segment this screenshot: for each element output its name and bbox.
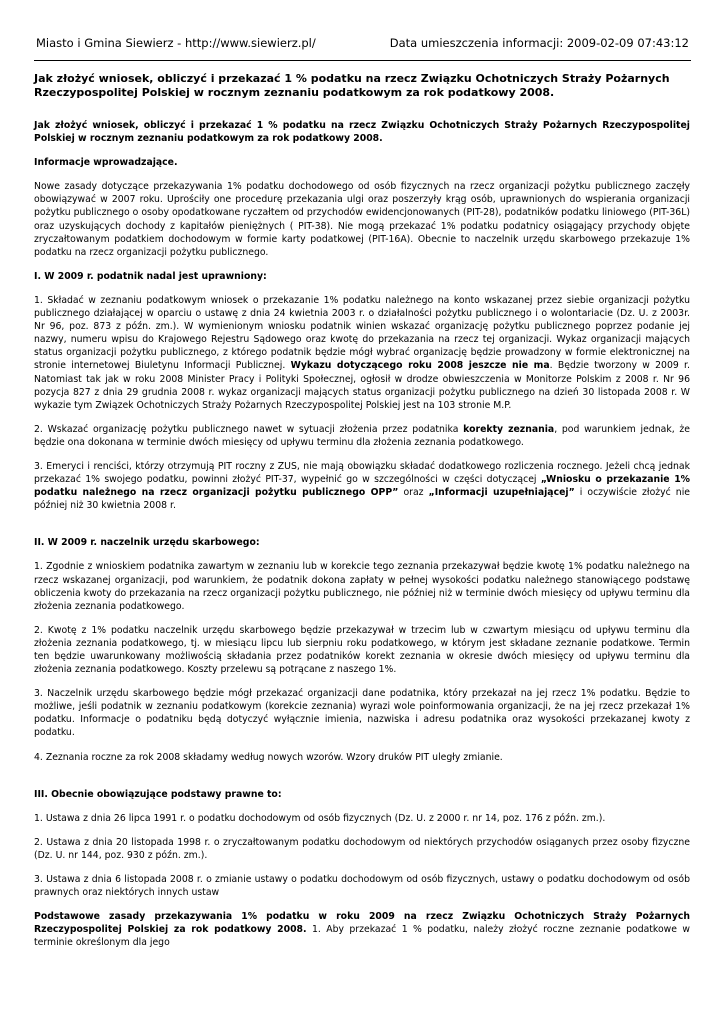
- intro-paragraph: Nowe zasady dotyczące przekazywania 1% podatku dochodowego od osób fizycznych na rzecz organizacji pożytku publicznego zaczęły obowiązywać w 2007 roku. Uprościły one procedurę przekazania ulgi oraz poszerzyły krąg osób, uprawnionych do wspierania organizacji pożytku publicznego o osoby opodatkowane ryczałtem od przychodów ewidencjonowanych (PIT-28), podatników podatku liniowego (PIT-36L) oraz uzyskujących dochody z kapitałów pieniężnych ( PIT-38). Nie mogą przekazać 1% podatku podatnicy osiągający przychody objęte zryczałtowanym podatkiem dochodowym w formie karty podatkowej (PIT-16A). Obecnie to naczelnik urzędu skarbowego przekazuje 1% podatku na rzecz organizacji pożytku publicznego.: [34, 181, 690, 258]
- text-run: . Będzie tworzony w 2009 r. Natomiast tak jak w roku 2008 Minister Pracy i Polityki Społecznej, ogłosił w drodze obwieszczenia w Monitorze Polskim z 2008 r. Nr 96 pozycja 827 z dnia 29 grudnia 2008 r. wykaz organizacji mających status organizacji pożytku publicznego na dzień 30 listopada 2008 r. W wykazie tym Związek Ochotniczych Straży Pożarnych Rzeczypospolitej Polskiej jest na 103 stronie M.P.: [34, 360, 690, 411]
- text-run: i oczywiście złożyć nie później niż 30 kwietnia 2008 r.: [34, 487, 690, 512]
- text-run: oraz: [398, 487, 429, 499]
- intro-heading: Informacje wprowadzające.: [34, 157, 178, 169]
- article-subtitle: Jak złożyć wniosek, obliczyć i przekazać 1 % podatku na rzecz Związku Ochotniczych Straży Pożarnych Rzeczypospolitej Polskiej w rocznym zeznaniu podatkowym za rok podatkowy 2008.: [34, 120, 690, 145]
- section-2-point-2: 2. Kwotę z 1% podatku naczelnik urzędu skarbowego będzie przekazywał w trzecim lub w czwartym miesiącu od upływu terminu dla złożenia zeznania podatkowego, tj. w miesiącu lipcu lub sierpniu roku podatkowego, w którym jest składane zeznanie podatkowe. Termin ten będzie uwarunkowany możliwością składania przez podatników korekt zeznania w okresie dwóch miesięcy od upływu terminu dla złożenia zeznania podatkowego. Koszty przelewu są potrącane z naszego 1%.: [34, 624, 690, 676]
- bold-run: Podstawowe zasady przekazywania 1% podatku w roku 2009 na rzecz Związku Ochotniczych Straży Pożarnych Rzeczypospolitej Polskiej za rok podatkowy 2008.: [34, 911, 690, 936]
- article: [34, 72, 690, 961]
- page-title: Jak złożyć wniosek, obliczyć i przekazać 1 % podatku na rzecz Związku Ochotniczych Straży Pożarnych Rzeczypospolitej Polskiej w rocznym zeznaniu podatkowym za rok podatkowy 2008.: [34, 72, 670, 99]
- publication-date: Data umieszczenia informacji: 2009-02-09 07:43:12: [389, 36, 689, 50]
- section-3-point-2: 2. Ustawa z dnia 20 listopada 1998 r. o zryczałtowanym podatku dochodowym od niektórych przychodów osiąganych przez osoby fizyczne (Dz. U. nr 144, poz. 930 z późn. zm.).: [34, 836, 690, 861]
- section-1-point-3: [34, 460, 690, 512]
- text-run: 1. Aby przekazać 1 % podatku, należy złożyć roczne zeznanie podatkowe w terminie określonym dla jego: [34, 924, 690, 949]
- bold-run: „Informacji uzupełniającej”: [428, 487, 575, 499]
- bold-run: „Wniosku o przekazanie 1% podatku należnego na rzecz organizacji pożytku publicznego OPP”: [34, 474, 690, 499]
- section-3-point-1: 1. Ustawa z dnia 26 lipca 1991 r. o podatku dochodowym od osób fizycznych (Dz. U. z 2000 r. nr 14, poz. 176 z późn. zm.).: [34, 812, 606, 824]
- section-3-heading: III. Obecnie obowiązujące podstawy prawne to:: [34, 788, 282, 800]
- section-1-heading: I. W 2009 r. podatnik nadal jest uprawniony:: [34, 270, 267, 282]
- text-run: , pod warunkiem jednak, że będzie ona dokonana w terminie dwóch miesięcy od upływu terminu dla złożenia zeznania podatkowego.: [34, 423, 690, 448]
- text-run: 1. Składać w zeznaniu podatkowym wniosek o przekazanie 1% podatku należnego na konto wskazanej przez siebie organizacji pożytku publicznego działającej w oparciu o ustawę z dnia 24 kwietnia 2003 r. o działalności pożytku publicznego i o wolontariacie (Dz. U. z 2003r. Nr 96, poz. 873 z późn. zm.). W wymienionym wniosku podatnik winien wskazać organizację pożytku publicznego poprzez podanie jej nazwy, numeru wpisu do Krajowego Rejestru Sądowego oraz kwotę do przekazania na rzecz tej organizacji. Wykaz organizacji mających status organizacji pożytku publicznego, z którego podatnik będzie mógł wybrać organizację będzie prowadzony w formie elektronicznej na stronie internetowej Biuletynu Informacji Publicznej.: [34, 294, 690, 372]
- bold-run: Wykazu dotyczącego roku 2008 jeszcze nie ma: [290, 360, 550, 372]
- text-run: 2. Wskazać organizację pożytku publicznego nawet w sytuacji złożenia przez podatnika: [34, 423, 464, 435]
- site-name: Miasto i Gmina Siewierz - http://www.siewierz.pl/: [36, 36, 316, 50]
- section-2-point-3: 3. Naczelnik urzędu skarbowego będzie mógł przekazać organizacji dane podatnika, który przekazał na jej rzecz 1% podatku. Będzie to możliwe, jeśli podatnik w zeznaniu podatkowym (korekcie zeznania) wyrazi wole poinformowania organizacji, że na jej rzecz przekazał 1% podatku. Informacje o podatniku będą dotyczyć wyłącznie imienia, nazwiska i adresu podatnika oraz wysokości przekazanej kwoty z podatku.: [34, 688, 690, 739]
- section-1-point-2: [34, 423, 690, 449]
- bold-run: korekty zeznania: [463, 423, 555, 435]
- text-run: 3. Emeryci i renciści, którzy otrzymują PIT roczny z ZUS, nie mają obowiązku składać dodatkowego rozliczenia rocznego. Jeżeli chcą jednak przekazać 1% swojego podatku, powinni złożyć PIT-37, wypełnić go w szczególności w części dotyczącej: [34, 460, 690, 486]
- section-2-point-1: 1. Zgodnie z wnioskiem podatnika zawartym w zeznaniu lub w korekcie tego zeznania przekazywał będzie kwotę 1% podatku należnego na rzecz wskazanej organizacji, pod warunkiem, że podatnik dokona zapłaty w pełnej wysokości podatku należnego stanowiącego podstawę obliczenia kwoty do przekazania na rzecz organizacji pożytku publicznego, nie później niż w terminie dwóch miesięcy od upływu terminu dla złożenia zeznania podatkowego.: [34, 561, 690, 612]
- section-1-point-1: [34, 294, 690, 412]
- final-paragraph: [34, 910, 690, 949]
- section-2-point-4: 4. Zeznania roczne za rok 2008 składamy według nowych wzorów. Wzory druków PIT uległy zmianie.: [34, 751, 503, 763]
- page-header: [34, 36, 691, 61]
- section-3-point-3: 3. Ustawa z dnia 6 listopada 2008 r. o zmianie ustawy o podatku dochodowym od osób fizycznych, ustawy o podatku dochodowym od osób prawnych oraz niektórych innych ustaw: [34, 874, 690, 899]
- section-2-heading: II. W 2009 r. naczelnik urzędu skarbowego:: [34, 537, 260, 549]
